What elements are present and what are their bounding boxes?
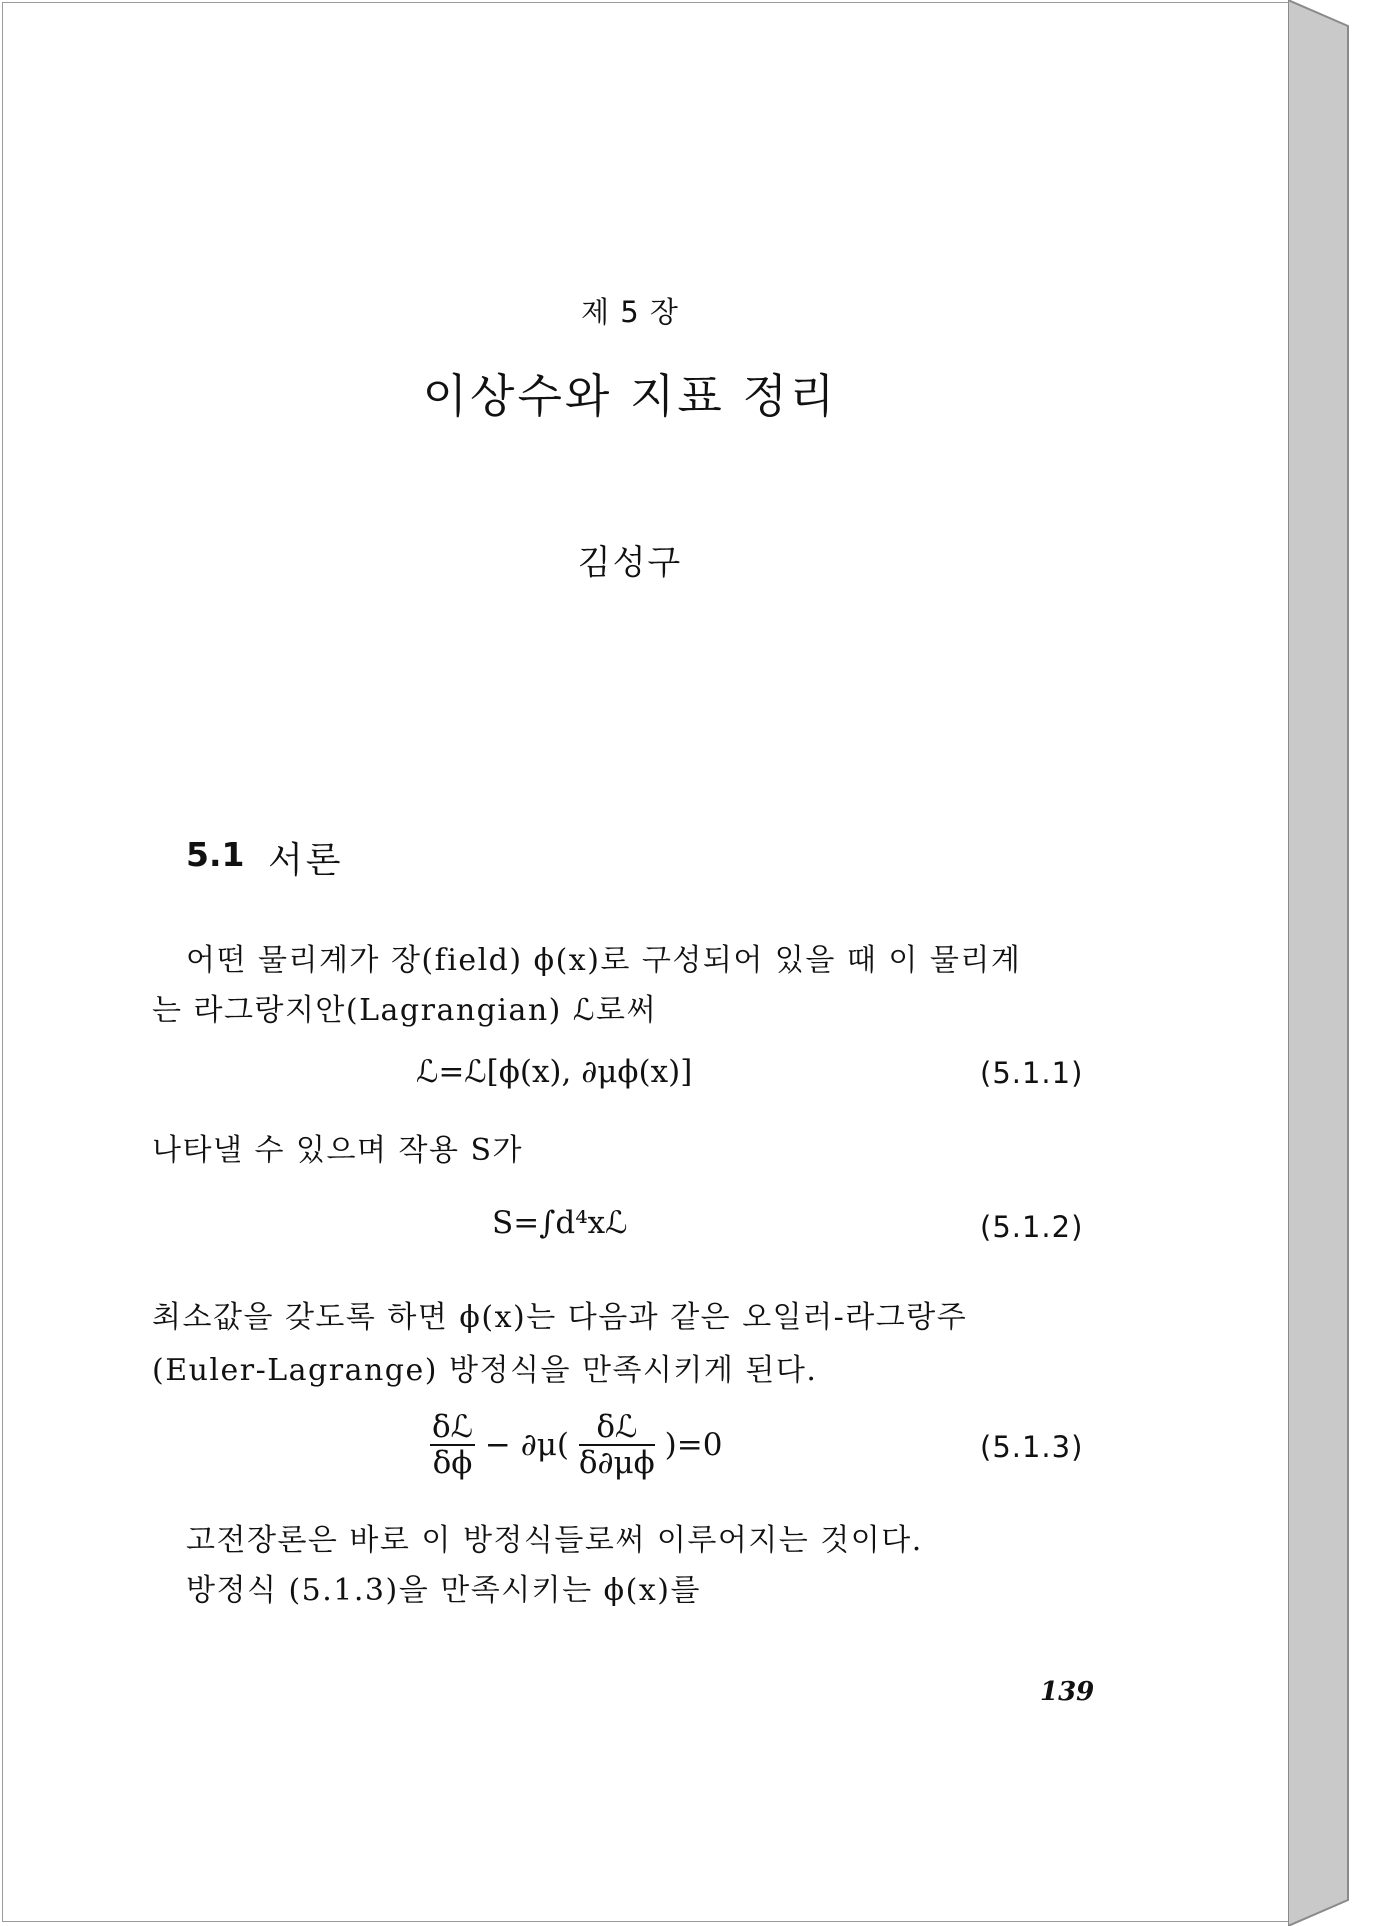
chapter-title: 이상수와 지표 정리 <box>422 369 838 423</box>
paragraph-1-line-2: 는 라그랑지안(Lagrangian) ℒ로써 <box>152 993 657 1028</box>
equation-5-1-1: ℒ=ℒ[ϕ(x), ∂μϕ(x)] <box>416 1054 693 1090</box>
equation-5-1-2: S=∫d⁴xℒ <box>492 1205 628 1241</box>
fraction-2-numerator: δℒ <box>579 1410 655 1446</box>
equation-number-2: (5.1.2) <box>980 1210 1084 1244</box>
section-title: 서론 <box>268 840 344 881</box>
paragraph-3-line-2: (Euler-Lagrange) 방정식을 만족시키게 된다. <box>152 1353 818 1388</box>
equation-3-end: )=0 <box>664 1427 723 1463</box>
equation-3-middle: − ∂μ( <box>484 1427 569 1463</box>
fraction-1 <box>430 1410 475 1480</box>
section-number: 5.1 <box>186 835 245 874</box>
fraction-2 <box>579 1410 655 1480</box>
paragraph-4: 고전장론은 바로 이 방정식들로써 이루어지는 것이다. <box>186 1523 923 1558</box>
book-spine <box>1288 0 1386 1926</box>
equation-number-3: (5.1.3) <box>980 1430 1084 1464</box>
fraction-1-denominator: δϕ <box>432 1445 473 1481</box>
paragraph-2: 나타낼 수 있으며 작용 S가 <box>152 1133 523 1168</box>
chapter-author: 김성구 <box>577 543 683 583</box>
chapter-number: 제 5 장 <box>581 295 679 329</box>
paragraph-5: 방정식 (5.1.3)을 만족시키는 ϕ(x)를 <box>186 1573 701 1608</box>
equation-number-1: (5.1.1) <box>980 1056 1084 1090</box>
equation-5-1-3 <box>430 1410 722 1480</box>
page-number: 139 <box>1040 1677 1095 1707</box>
fraction-2-denominator: δ∂μϕ <box>578 1445 655 1481</box>
paragraph-1-line-1: 어떤 물리계가 장(field) ϕ(x)로 구성되어 있을 때 이 물리계 <box>186 943 1022 978</box>
paragraph-3-line-1: 최소값을 갖도록 하면 ϕ(x)는 다음과 같은 오일러-라그랑주 <box>152 1300 968 1335</box>
fraction-1-numerator: δℒ <box>432 1409 473 1445</box>
